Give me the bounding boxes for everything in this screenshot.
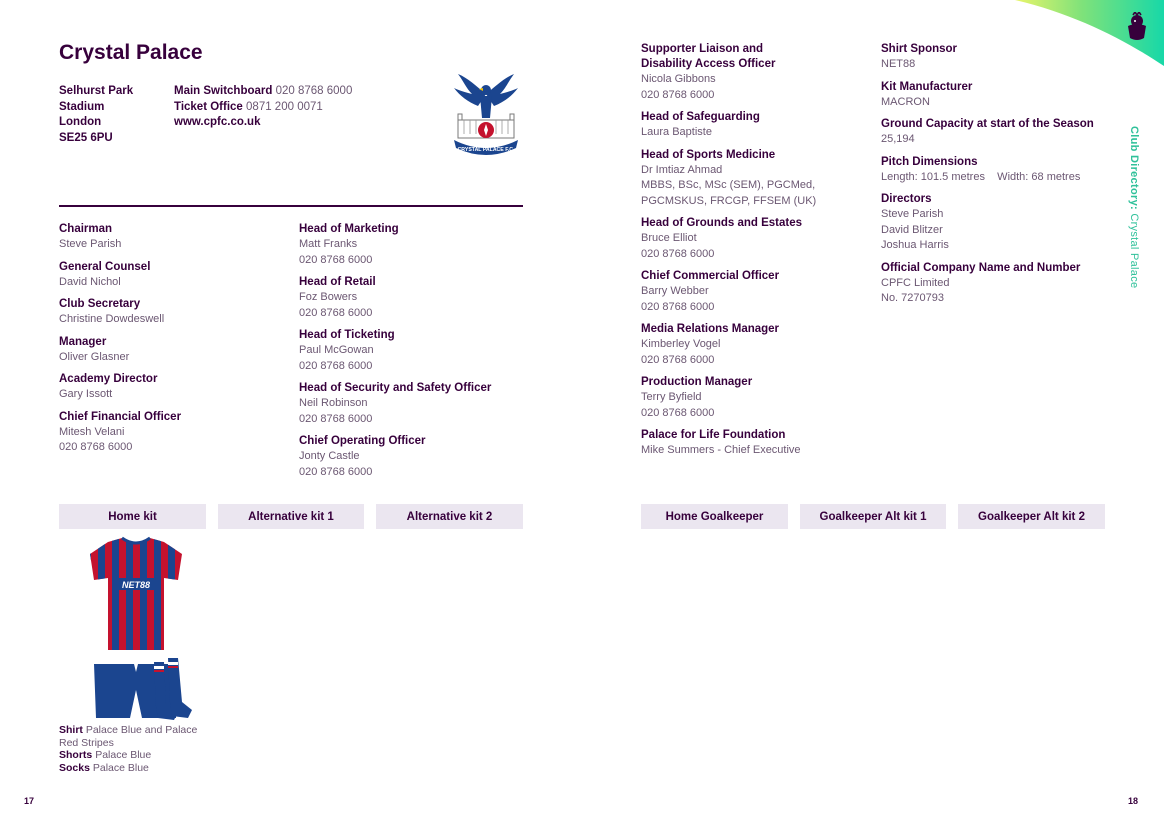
role-label: Chief Operating Officer [299,435,426,447]
role-phone: 020 8768 6000 [299,359,373,372]
caption-label: Socks [59,761,90,774]
page-number-left: 17 [24,796,35,806]
staff-entry [641,110,881,141]
address-line: Stadium [59,100,105,113]
kit-caption-shorts [59,749,209,762]
caption-value: Palace Blue [95,749,152,761]
club-crest-logo [450,68,522,160]
info-entry [881,42,1116,73]
role-value: Steve Parish [59,238,122,250]
role-phone: 020 8768 6000 [641,247,715,260]
role-value: Bruce Elliot [641,232,697,244]
staff-column-3 [641,42,881,466]
staff-entry [641,428,881,459]
role-value: Dr Imtiaz Ahmad [641,163,723,176]
role-phone: 020 8768 6000 [641,300,715,313]
info-entry [881,155,1116,186]
staff-entry [299,275,539,321]
role-value: Christine Dowdeswell [59,313,165,325]
role-qualifications: PGCMSKUS, FRCGP, FFSEM (UK) [641,194,817,207]
kit-caption [59,724,209,774]
role-phone: 020 8768 6000 [641,88,715,101]
page-number-right: 18 [1128,796,1139,806]
director-name: Steve Parish [881,208,944,220]
role-phone: 020 8768 6000 [641,406,715,419]
role-label: Chief Commercial Officer [641,270,780,282]
role-value: Barry Webber [641,285,709,297]
caption-value: Palace Blue and Palace Red Stripes [59,724,198,749]
info-label: Ground Capacity at start of the Season [881,118,1094,130]
staff-entry [641,216,881,262]
staff-entry [299,434,539,480]
info-value: No. 7270793 [881,292,944,304]
role-label: Head of Marketing [299,223,399,235]
staff-entry [59,260,299,291]
club-info-column [881,42,1116,314]
shirt-sponsor-text: NET88 [121,580,151,590]
staff-entry [59,222,299,253]
section-side-label [1128,126,1140,288]
staff-entry [641,322,881,368]
role-label: Manager [59,335,107,348]
info-value: MACRON [881,95,930,108]
contact-value: 0871 200 0071 [246,100,323,113]
side-label-bold: Club Directory: [1128,126,1140,210]
director-name: David Blitzer [881,223,943,236]
info-label: Directors [881,193,932,205]
role-label: Media Relations Manager [641,323,780,335]
role-label: Head of Grounds and Estates [641,217,803,229]
role-label: Chairman [59,223,113,235]
role-value: Terry Byfield [641,391,702,403]
role-phone: 020 8768 6000 [641,353,715,366]
staff-entry [59,410,299,456]
caption-value: Palace Blue [92,761,149,774]
staff-entry [641,148,881,210]
role-value: Mike Summers - Chief Executive [641,444,801,456]
info-value: 25,194 [881,133,915,145]
role-value: Gary Issott [59,388,113,400]
role-label: Academy Director [59,373,158,385]
role-phone: 020 8768 6000 [299,412,373,425]
role-phone: 020 8768 6000 [299,253,373,266]
role-qualifications: MBBS, BSc, MSc (SEM), PGCMed, [641,179,816,191]
website-text[interactable]: www.cpfc.co.uk [174,116,261,128]
contact-switchboard [174,84,352,100]
staff-entry [641,42,881,103]
info-entry [881,192,1116,254]
role-label: General Counsel [59,260,151,273]
kit-tab-home[interactable]: Home kit [59,504,206,529]
address-line: London [59,116,102,128]
role-value: Nicola Gibbons [641,73,716,85]
staff-column-2 [299,222,539,487]
role-label: Head of Retail [299,276,376,288]
info-label: Shirt Sponsor [881,43,958,55]
info-value: Length: 101.5 metres Width: 68 metres [881,170,1081,183]
kit-caption-shirt [59,724,209,749]
side-label-text: Crystal Palace [1128,209,1140,289]
staff-entry [59,335,299,366]
section-divider [59,205,523,207]
club-address [59,84,133,146]
role-value: Laura Baptiste [641,126,712,138]
role-label: Head of Security and Safety Officer [299,382,492,394]
role-value: Oliver Glasner [59,350,130,363]
address-line: Selhurst Park [59,85,134,97]
role-value: Matt Franks [299,238,358,250]
info-value: CPFC Limited [881,276,950,289]
contact-label: Main Switchboard [174,85,273,97]
kit-tab-alternative-2[interactable]: Alternative kit 2 [376,504,523,529]
kit-caption-socks [59,762,209,775]
role-phone: 020 8768 6000 [299,306,373,319]
info-entry [881,261,1116,307]
role-value: Mitesh Velani [59,425,125,438]
premier-league-lion-icon [1124,12,1150,42]
caption-label: Shirt [59,724,83,736]
role-label: Head of Ticketing [299,329,395,341]
role-label: Palace for Life Foundation [641,429,786,441]
director-name: Joshua Harris [881,239,949,251]
staff-entry [59,372,299,403]
shirt-icon [78,536,194,656]
contact-ticket-office [174,100,352,116]
staff-entry [641,375,881,421]
role-phone: 020 8768 6000 [299,465,373,478]
home-kit-image [78,536,194,722]
role-label: Club Secretary [59,298,141,310]
role-phone: 020 8768 6000 [59,441,133,453]
info-entry [881,80,1116,111]
info-label: Official Company Name and Number [881,261,1081,274]
staff-entry [299,381,539,427]
kit-tab-goalkeeper-alt-1[interactable]: Goalkeeper Alt kit 1 [800,504,946,529]
staff-entry [299,328,539,374]
staff-entry [641,269,881,315]
role-label: Supporter Liaison and Disability Access Officer [641,43,776,70]
role-label: Head of Sports Medicine [641,148,776,161]
role-value: Jonty Castle [299,450,360,462]
staff-entry [59,297,299,328]
crest-text: CRYSTAL PALACE F.C. [457,147,515,153]
role-label: Production Manager [641,376,753,388]
page-title: Crystal Palace [59,41,203,64]
staff-column-1 [59,222,299,463]
role-label: Chief Financial Officer [59,410,182,423]
role-value: David Nichol [59,275,121,288]
info-entry [881,117,1116,148]
kit-tab-alternative-1[interactable]: Alternative kit 1 [218,504,364,529]
caption-label: Shorts [59,749,93,761]
staff-entry [299,222,539,268]
contact-label: Ticket Office [174,100,243,113]
info-value: NET88 [881,58,916,70]
role-value: Kimberley Vogel [641,338,721,350]
website-link[interactable] [174,115,352,131]
club-contacts [174,84,352,131]
role-label: Head of Safeguarding [641,111,760,123]
kit-tab-goalkeeper-alt-2[interactable]: Goalkeeper Alt kit 2 [958,504,1105,529]
role-value: Foz Bowers [299,291,358,303]
role-value: Paul McGowan [299,344,374,356]
info-label: Pitch Dimensions [881,155,978,168]
role-value: Neil Robinson [299,397,368,409]
kit-tab-home-goalkeeper[interactable]: Home Goalkeeper [641,504,788,529]
address-line: SE25 6PU [59,131,113,144]
contact-value: 020 8768 6000 [275,85,353,97]
info-label: Kit Manufacturer [881,80,973,93]
